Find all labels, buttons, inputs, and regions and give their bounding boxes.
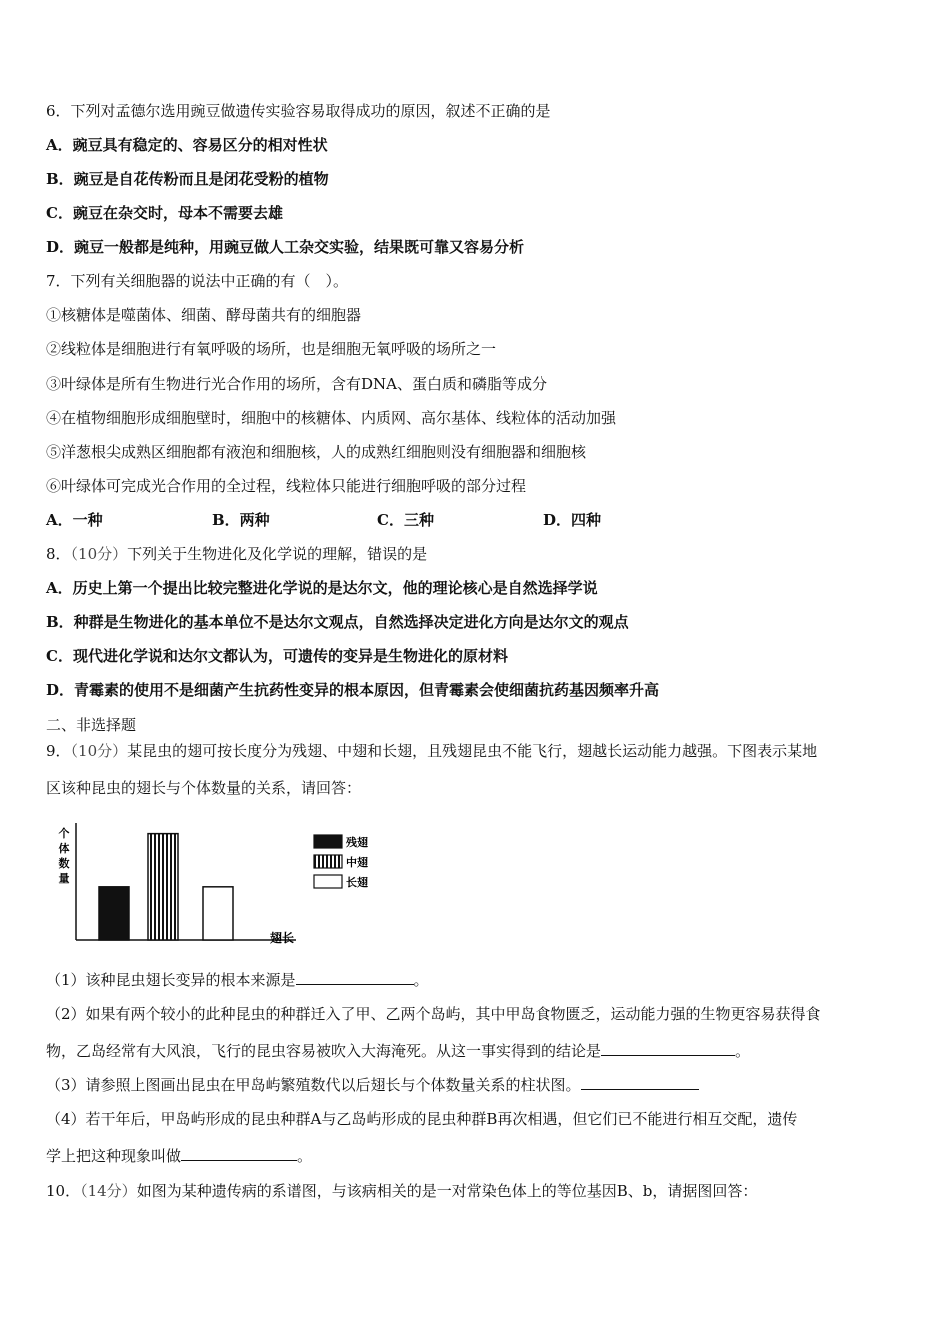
y-axis-label-char: 个 bbox=[58, 827, 70, 840]
q9-score: （10分） bbox=[70, 742, 128, 760]
q8-option-d: D．青霉素的使用不是细菌产生抗药性变异的根本原因，但青霉素会使细菌抗药基因频率升高 bbox=[46, 681, 660, 699]
q9-sub1-text: （1）该种昆虫翅长变异的根本来源是 bbox=[46, 971, 296, 989]
q9-sub4-text: 学上把这种现象叫做 bbox=[46, 1147, 182, 1165]
legend-swatch-1 bbox=[314, 835, 342, 848]
q9-sub1-blank[interactable] bbox=[296, 970, 414, 985]
q7-statement-4: ④在植物细胞形成细胞壁时，细胞中的核糖体、内质网、高尔基体、线粒体的活动加强 bbox=[46, 409, 617, 427]
q7-option-d: D．四种 bbox=[543, 511, 602, 529]
q10-number: 10． bbox=[46, 1182, 81, 1200]
q8-number: 8． bbox=[46, 545, 71, 563]
q6-option-d: D．豌豆一般都是纯种，用豌豆做人工杂交实验，结果既可靠又容易分析 bbox=[46, 238, 525, 256]
q9-sub4-blank[interactable] bbox=[181, 1146, 297, 1161]
bar-2 bbox=[148, 834, 178, 940]
q7-statement-5: ⑤洋葱根尖成熟区细胞都有液泡和细胞核，人的成熟红细胞则没有细胞器和细胞核 bbox=[46, 443, 587, 461]
legend-swatch-2 bbox=[314, 855, 342, 868]
q7-option-a: A．一种 bbox=[46, 511, 103, 529]
q9-sub1-end: 。 bbox=[413, 971, 429, 989]
q9-sub2-end: 。 bbox=[735, 1042, 751, 1060]
q10-score: （14分） bbox=[80, 1182, 137, 1200]
q9-sub3 bbox=[46, 1075, 699, 1095]
q9-sub4-line1: （4）若干年后，甲岛屿形成的昆虫种群A与乙岛屿形成的昆虫种群B再次相遇，但它们已不能进行相互交配，遗传 bbox=[46, 1110, 798, 1128]
legend-label-3: 长翅 bbox=[346, 876, 368, 889]
q7-option-b: B．两种 bbox=[212, 511, 270, 529]
q10-stem-line bbox=[46, 1181, 757, 1201]
q8-option-a: A．历史上第一个提出比较完整进化学说的是达尔文，他的理论核心是自然选择学说 bbox=[46, 579, 598, 597]
legend-label-2: 中翅 bbox=[346, 856, 368, 869]
q9-sub2-line2 bbox=[46, 1041, 750, 1061]
q7-statement-6: ⑥叶绿体可完成光合作用的全过程，线粒体只能进行细胞呼吸的部分过程 bbox=[46, 477, 527, 495]
q7-statement-3: ③叶绿体是所有生物进行光合作用的场所，含有DNA、蛋白质和磷脂等成分 bbox=[46, 375, 547, 393]
q9-sub3-text: （3）请参照上图画出昆虫在甲岛屿繁殖数代以后翅长与个体数量关系的柱状图。 bbox=[46, 1076, 581, 1094]
q6-option-a: A．豌豆具有稳定的、容易区分的相对性状 bbox=[46, 136, 328, 154]
wing-length-bar-chart bbox=[46, 815, 386, 950]
q9-sub3-blank[interactable] bbox=[581, 1075, 699, 1090]
q8-score: （10分） bbox=[70, 545, 128, 563]
q8-stem: 下列关于生物进化及化学说的理解，错误的是 bbox=[127, 545, 428, 563]
q9-sub2-blank[interactable] bbox=[601, 1041, 735, 1056]
q9-sub2-line1: （2）如果有两个较小的此种昆虫的种群迁入了甲、乙两个岛屿，其中甲岛食物匮乏，运动能力强的生物更容易获得食 bbox=[46, 1005, 821, 1023]
q6-stem: 6．下列对孟德尔选用豌豆做遗传实验容易取得成功的原因，叙述不正确的是 bbox=[46, 102, 551, 120]
q10-stem: 如图为某种遗传病的系谱图，与该病相关的是一对常染色体上的等位基因B、b，请据图回答： bbox=[136, 1182, 758, 1200]
q8-stem-line bbox=[46, 544, 427, 564]
q9-stem-line1 bbox=[46, 741, 817, 761]
q9-stem-line2: 区该种昆虫的翅长与个体数量的关系，请回答： bbox=[46, 779, 362, 797]
legend-swatch-3 bbox=[314, 875, 342, 888]
q9-sub2-text: 物，乙岛经常有大风浪，飞行的昆虫容易被吹入大海淹死。从这一事实得到的结论是 bbox=[46, 1042, 602, 1060]
q8-option-c: C．现代进化学说和达尔文都认为，可遗传的变异是生物进化的原材料 bbox=[46, 647, 508, 665]
q7-option-c: C．三种 bbox=[377, 511, 434, 529]
q7-statement-1: ①核糖体是噬菌体、细菌、酵母菌共有的细胞器 bbox=[46, 306, 362, 324]
q9-sub4-end: 。 bbox=[297, 1147, 313, 1165]
y-axis-label-char: 数 bbox=[58, 857, 70, 870]
bar-1 bbox=[99, 887, 129, 940]
q7-stem: 7．下列有关细胞器的说法中正确的有（ ）。 bbox=[46, 272, 349, 290]
q9-sub4-line2 bbox=[46, 1146, 312, 1166]
x-axis-label: 翅长 bbox=[270, 931, 295, 945]
q9-number: 9． bbox=[46, 742, 71, 760]
q6-option-b: B．豌豆是自花传粉而且是闭花受粉的植物 bbox=[46, 170, 329, 188]
q7-statement-2: ②线粒体是细胞进行有氧呼吸的场所，也是细胞无氧呼吸的场所之一 bbox=[46, 340, 497, 358]
q9-sub1 bbox=[46, 970, 429, 990]
y-axis-label-char: 量 bbox=[58, 872, 70, 885]
legend-label-1: 残翅 bbox=[346, 836, 368, 849]
q9-stem-1: 某昆虫的翅可按长度分为残翅、中翅和长翅，且残翅昆虫不能飞行，翅越长运动能力越强。下图表示某地 bbox=[127, 742, 818, 760]
q6-option-c: C．豌豆在杂交时，母本不需要去雄 bbox=[46, 204, 283, 222]
q8-option-b: B．种群是生物进化的基本单位不是达尔文观点，自然选择决定进化方向是达尔文的观点 bbox=[46, 613, 629, 631]
section-title: 二、非选择题 bbox=[46, 716, 137, 734]
y-axis-label-char: 体 bbox=[58, 842, 70, 855]
q7-options bbox=[46, 510, 646, 530]
bar-3 bbox=[203, 887, 233, 940]
